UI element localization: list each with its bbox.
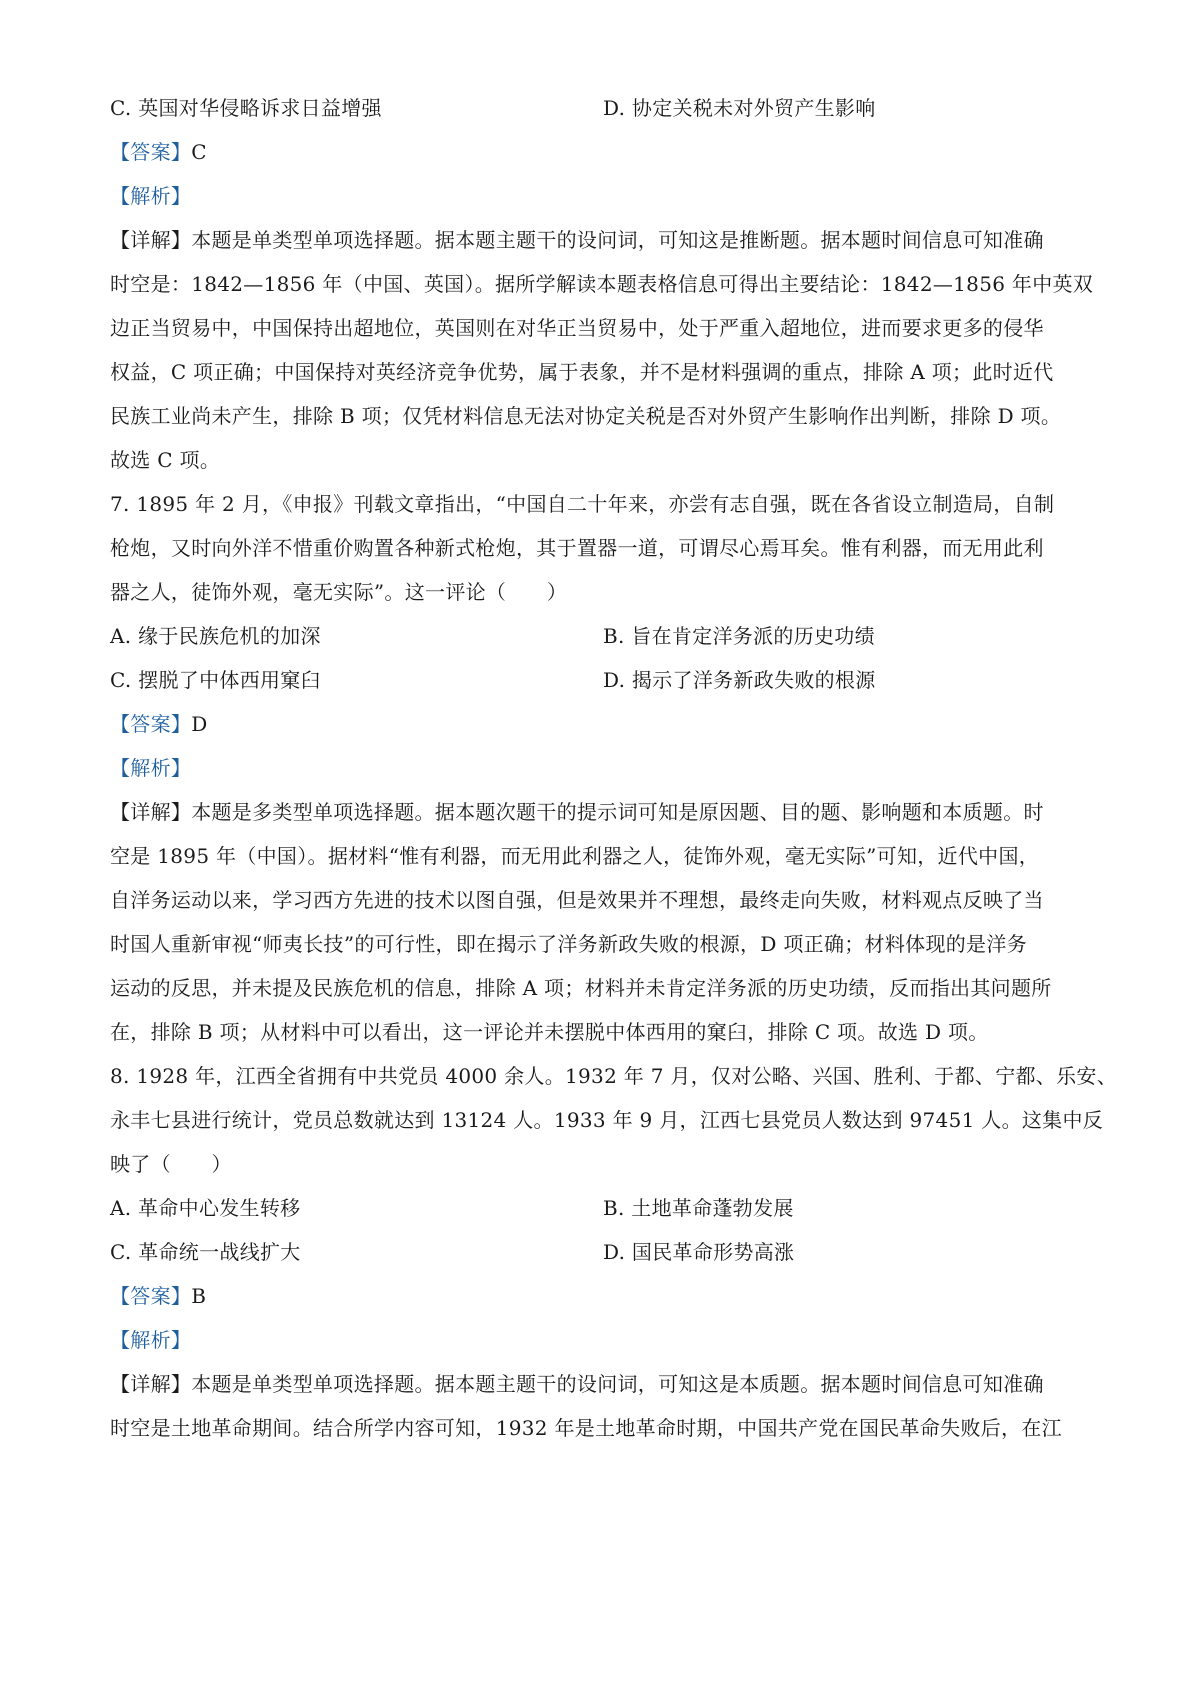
- q7-detail-line: 自洋务运动以来，学习西方先进的技术以图自强，但是效果并不理想，最终走向失败，材料观点反映了当: [110, 888, 1044, 912]
- q8-analysis-tag: 【解析】: [110, 1328, 192, 1352]
- q7-answer: [110, 710, 1110, 738]
- q7-detail-line: 运动的反思，并未提及民族危机的信息，排除 A 项；材料并未肯定洋务派的历史功绩，反而指出其问题所: [110, 976, 1052, 1000]
- q7-option-a: A. 缘于民族危机的加深: [110, 624, 321, 648]
- q8-stem-line: 永丰七县进行统计，党员总数就达到 13124 人。1933 年 9 月，江西七县党员人数达到 97451 人。这集中反: [110, 1108, 1104, 1132]
- q7-detail-line: 时国人重新审视“师夷长技”的可行性，即在揭示了洋务新政失败的根源，D 项正确；材料体现的是洋务: [110, 932, 1027, 956]
- q6-detail-line: 【详解】本题是单类型单项选择题。据本题主题干的设问词，可知这是推断题。据本题时间信息可知准确: [110, 228, 1044, 252]
- q6-analysis-tag: 【解析】: [110, 184, 192, 208]
- q7-option-c: C. 摆脱了中体西用窠臼: [110, 668, 321, 692]
- q8-options-cd: [110, 1238, 1110, 1266]
- q7-detail-line: 【详解】本题是多类型单项选择题。据本题次题干的提示词可知是原因题、目的题、影响题和本质题。时: [110, 800, 1044, 824]
- q7-options-ab: [110, 622, 1110, 650]
- q8-answer: [110, 1282, 1110, 1310]
- q8-option-a: A. 革命中心发生转移: [110, 1196, 301, 1220]
- q7-detail-line: 在，排除 B 项；从材料中可以看出，这一评论并未摆脱中体西用的窠臼，排除 C 项。故选 D 项。: [110, 1020, 989, 1044]
- answer-value: D: [191, 712, 208, 736]
- q7-stem-line: 7. 1895 年 2 月，《申报》刊载文章指出，“中国自二十年来，亦尝有志自强，既在各省设立制造局，自制: [110, 492, 1055, 516]
- q7-options-cd: [110, 666, 1110, 694]
- q6-option-d: D. 协定关税未对外贸产生影响: [603, 96, 876, 120]
- q7-option-b: B. 旨在肯定洋务派的历史功绩: [603, 624, 875, 648]
- q6-detail-line: 民族工业尚未产生，排除 B 项；仅凭材料信息无法对协定关税是否对外贸产生影响作出判断，排除 D 项。: [110, 404, 1062, 428]
- q8-option-c: C. 革命统一战线扩大: [110, 1240, 301, 1264]
- answer-tag: 【答案】: [110, 712, 192, 736]
- q7-detail-line: 空是 1895 年（中国）。据材料“惟有利器，而无用此利器之人，徒饰外观，毫无实际”可知，近代中国，: [110, 844, 1040, 868]
- q8-detail-line: 时空是土地革命期间。结合所学内容可知，1932 年是土地革命时期，中国共产党在国民革命失败后，在江: [110, 1416, 1062, 1440]
- q6-detail-line: 故选 C 项。: [110, 448, 221, 472]
- answer-value: B: [191, 1284, 207, 1308]
- q7-stem-line: 器之人，徒饰外观，毫无实际”。这一评论（ ）: [110, 580, 568, 604]
- q8-stem-line: 映了（ ）: [110, 1152, 232, 1176]
- q8-options-ab: [110, 1194, 1110, 1222]
- q6-options-cd: [110, 94, 1110, 122]
- q6-answer: [110, 138, 1110, 166]
- q7-analysis-tag: 【解析】: [110, 756, 192, 780]
- q7-stem-line: 枪炮，又时向外洋不惜重价购置各种新式枪炮，其于置器一道，可谓尽心焉耳矣。惟有利器，而无用此利: [110, 536, 1044, 560]
- answer-value: C: [191, 140, 207, 164]
- q8-option-d: D. 国民革命形势高涨: [603, 1240, 795, 1264]
- q6-option-c: C. 英国对华侵略诉求日益增强: [110, 96, 382, 120]
- q7-option-d: D. 揭示了洋务新政失败的根源: [603, 668, 876, 692]
- q8-option-b: B. 土地革命蓬勃发展: [603, 1196, 794, 1220]
- q6-detail-line: 时空是：1842—1856 年（中国、英国）。据所学解读本题表格信息可得出主要结论：1842—1856 年中英双: [110, 272, 1094, 296]
- answer-tag: 【答案】: [110, 1284, 192, 1308]
- q8-detail-line: 【详解】本题是单类型单项选择题。据本题主题干的设问词，可知这是本质题。据本题时间信息可知准确: [110, 1372, 1044, 1396]
- q6-detail-line: 权益，C 项正确；中国保持对英经济竞争优势，属于表象，并不是材料强调的重点，排除 A 项；此时近代: [110, 360, 1054, 384]
- q6-detail-line: 边正当贸易中，中国保持出超地位，英国则在对华正当贸易中，处于严重入超地位，进而要求更多的侵华: [110, 316, 1044, 340]
- answer-tag: 【答案】: [110, 140, 192, 164]
- q8-stem-line: 8. 1928 年，江西全省拥有中共党员 4000 余人。1932 年 7 月，仅对公略、兴国、胜利、于都、宁都、乐安、: [110, 1064, 1118, 1088]
